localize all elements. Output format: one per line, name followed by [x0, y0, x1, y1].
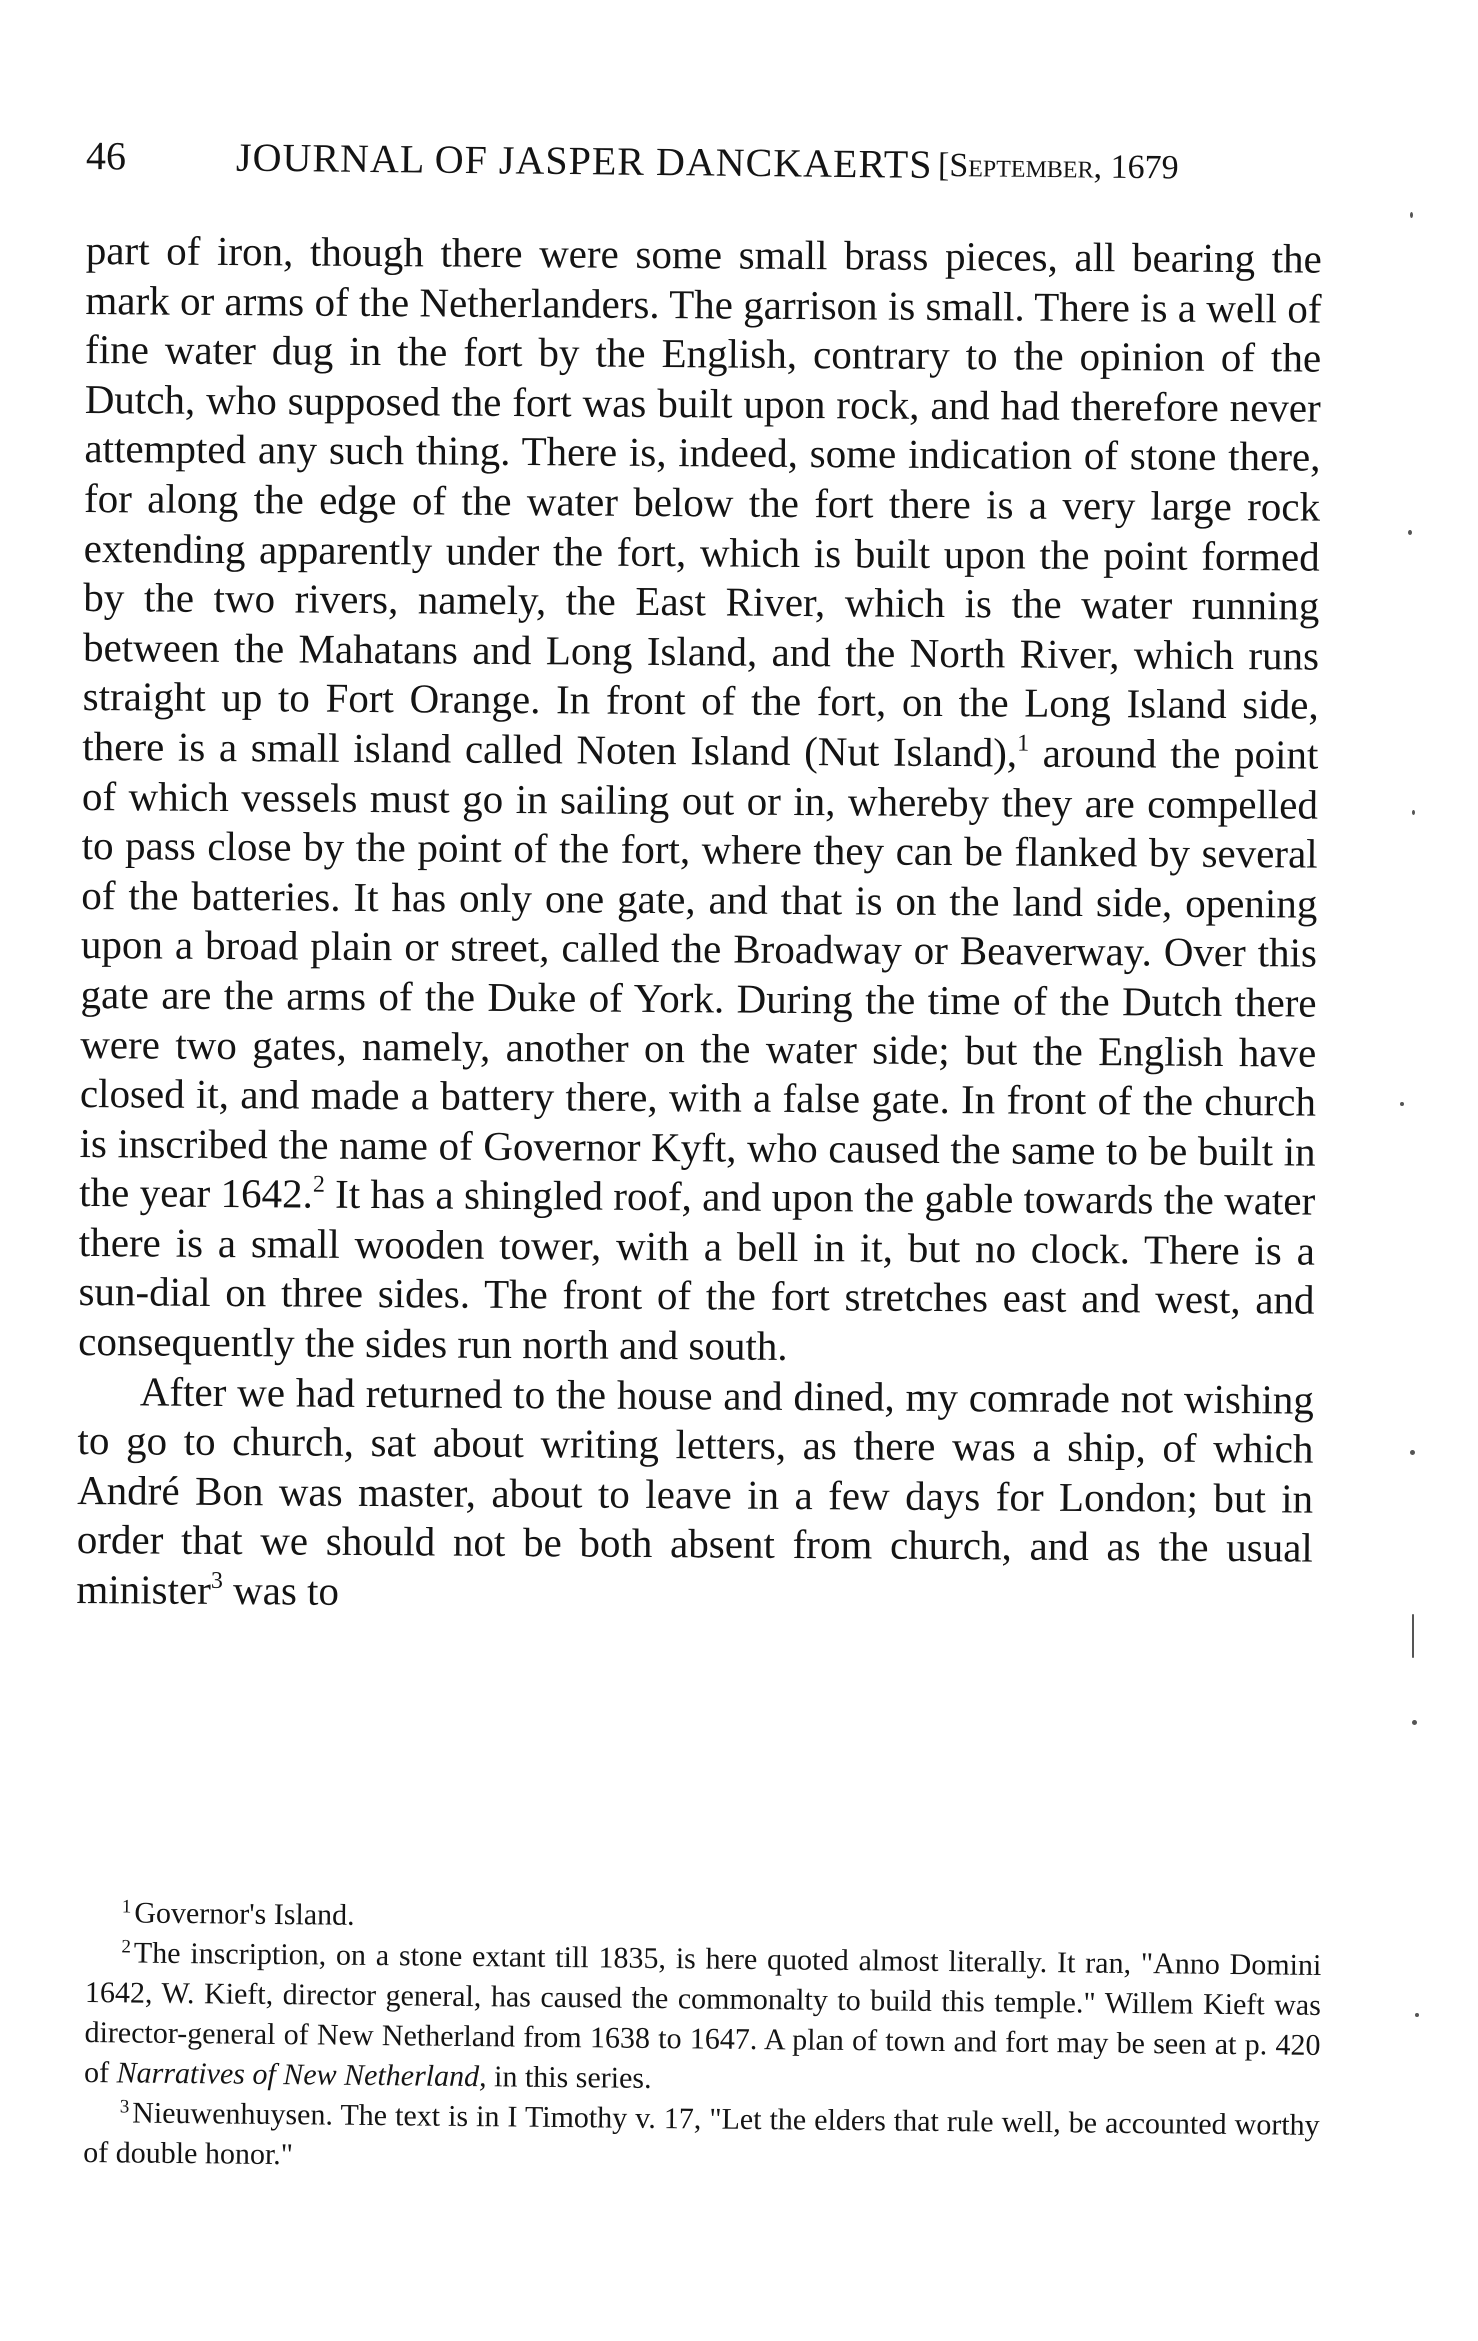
footnote-italic-title: Narratives of New Netherland,	[116, 2056, 487, 2094]
footnote-reference: 3	[210, 1567, 224, 1595]
footnote-text: Nieuwenhuysen. The text is in I Timothy v. 17, "Let the elders that rule well, be accounted worthy of double honor."	[83, 2096, 1320, 2172]
footnote-text-tail: in this series.	[486, 2060, 652, 2095]
paragraph-text: was to	[222, 1567, 340, 1614]
body-text	[76, 226, 1322, 1623]
footnote-text: Governor's Island.	[134, 1896, 355, 1932]
footnote-text: The inscription, on a stone extant till 1835, is here quoted almost literally. It ran, "Anno Domini 1642, W. Kieft, director general, has caused the commonalty to build this temple." Willem Kieft was director-general of New Netherland from 1638 to 1647. A plan of town and fort may be seen at p. 420 of	[83, 1936, 1322, 2090]
speck	[1412, 1720, 1417, 1725]
speck	[1415, 2013, 1419, 2017]
footnote-mark: 2	[121, 1936, 132, 1958]
page-number: 46	[85, 133, 127, 179]
speck	[1410, 212, 1413, 218]
paragraph	[76, 1367, 1314, 1624]
paragraph-text: After we had returned to the house and dined, my comrade not wishing to go to church, sat about writing letters, as there was a ship, of which André Bon was master, about to leave in a few days for London; but in order that we should not be both absent from church, and as the usual minister	[76, 1368, 1314, 1613]
paragraph-text: It has a shingled roof, and upon the gable towards the water there is a small wooden tower, with a bell in it, but no clock. There is a sun-dial on three sides. The front of the fort stretches east and west, and consequently the sides run north and south.	[78, 1170, 1316, 1369]
footnotes	[83, 1893, 1322, 2186]
footnote-reference: 1	[1017, 730, 1030, 757]
speck	[1412, 1614, 1414, 1658]
running-date-month: [September,	[937, 146, 1103, 186]
paragraph	[78, 226, 1322, 1375]
footnote	[83, 2093, 1320, 2186]
paragraph-text: around the point of which vessels must go in sailing out or in, whereby they are compelled to pass close by the point of the fort, where they can be flanked by several of the batteries. It has only one gate, and that is on the land side, opening upon a broad plain or street, called the Broadway or Beaverway. Over this gate are the arms of the Duke of York. During the time of the Dutch there were two gates, namely, another on the water side; but the English have closed it, and made a battery there, with a false gate. In front of the church is inscribed the name of Governor Kyft, who caused the same to be built in the year 1642.	[79, 729, 1319, 1217]
footnote	[84, 1933, 1322, 2106]
speck	[1400, 1102, 1404, 1106]
running-date	[938, 147, 1179, 188]
running-title: JOURNAL OF JASPER DANCKAERTS	[235, 134, 933, 187]
running-date-year: 1679	[1110, 148, 1179, 187]
speck	[1410, 1450, 1415, 1455]
footnote-mark: 3	[119, 2096, 130, 2118]
footnote-reference: 2	[312, 1171, 325, 1198]
speck	[1412, 810, 1415, 815]
footnote-mark: 1	[121, 1896, 132, 1918]
running-header	[86, 132, 1387, 206]
paragraph-text: part of iron, though there were some small brass pieces, all bearing the mark or arms of the Netherlanders. The garrison is small. There is a well of fine water dug in the fort by the English, contrary to the opinion of the Dutch, who supposed the fort was built upon rock, and had therefore never attempted any such thing. There is, indeed, some indication of stone there, for along the edge of the water below the fort there is a very large rock extending apparently under the fort, which is built upon the point formed by the two rivers, namely, the East River, which is the water running between the Mahatans and Long Island, and the North River, which runs straight up to Fort Orange. In front of the fort, on the Long Island side, there is a small island called Noten Island (Nut Island),	[82, 226, 1322, 776]
speck	[1408, 530, 1412, 535]
